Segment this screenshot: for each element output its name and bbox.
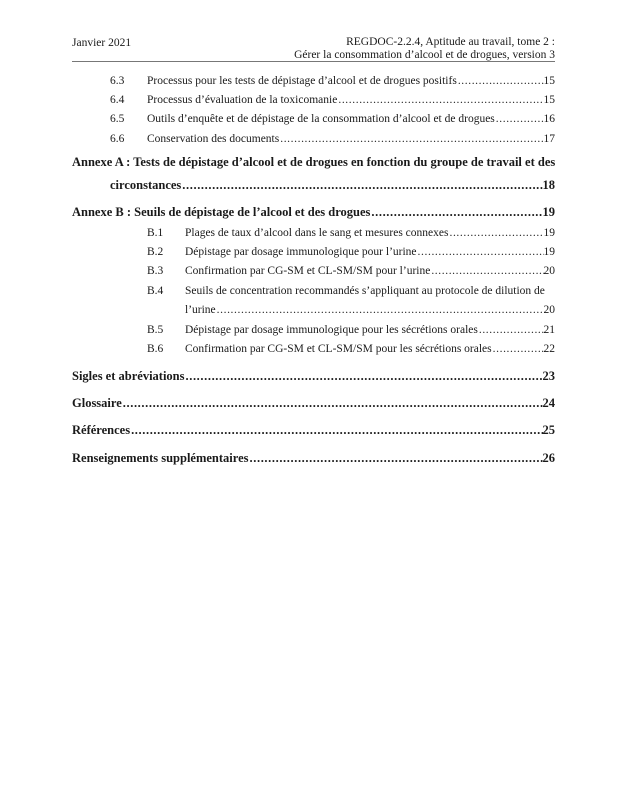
- header-document-title: [294, 36, 555, 62]
- toc-entry-title[interactable]: Annexe B : Seuils de dépistage de l’alcool et des drogues: [72, 205, 371, 219]
- toc-entry-title[interactable]: Plages de taux d’alcool dans le sang et mesures connexes: [185, 227, 449, 239]
- toc-entry-title-line-1[interactable]: Annexe A : Tests de dépistage d’alcool et de drogues en fonction du groupe de travail et des: [72, 155, 556, 169]
- toc-entry-title[interactable]: Renseignements supplémentaires: [72, 451, 249, 465]
- toc-entry-number: B.2: [147, 246, 164, 258]
- dot-leader: [337, 93, 543, 107]
- header-rule: [72, 61, 555, 62]
- toc-entry-title[interactable]: Confirmation par CG-SM et CL-SM/SM pour l’urine: [185, 265, 431, 277]
- toc-entry-title-line-2[interactable]: l’urine: [185, 304, 216, 316]
- dot-leader: [216, 303, 544, 317]
- toc-entry-page[interactable]: 20: [543, 265, 555, 277]
- toc-entry-title[interactable]: Dépistage par dosage immunologique pour l’urine: [185, 246, 417, 258]
- dot-leader: [130, 423, 542, 437]
- dot-leader: [185, 369, 543, 383]
- toc-entry-number: B.5: [147, 324, 164, 336]
- dot-leader: [279, 132, 543, 146]
- toc-entry-page[interactable]: 22: [543, 343, 555, 355]
- toc-entry-page[interactable]: 19: [542, 205, 555, 219]
- toc-entry-page[interactable]: 19: [543, 246, 555, 258]
- dot-leader: [417, 245, 544, 259]
- toc-entry-title[interactable]: Dépistage par dosage immunologique pour les sécrétions orales: [185, 324, 478, 336]
- header-doc-line-1: REGDOC-2.2.4, Aptitude au travail, tome 2 :: [346, 36, 555, 48]
- dot-leader: [430, 264, 543, 278]
- dot-leader: [457, 74, 544, 88]
- toc-entry-page[interactable]: 25: [542, 423, 555, 437]
- toc-entry-number: B.6: [147, 343, 164, 355]
- dot-leader: [181, 178, 542, 192]
- toc-entry-title[interactable]: Sigles et abréviations: [72, 369, 185, 383]
- toc-entry-title[interactable]: Processus pour les tests de dépistage d’alcool et de drogues positifs: [147, 75, 457, 87]
- toc-entry-title[interactable]: Références: [72, 423, 131, 437]
- toc-entry-number: 6.3: [110, 75, 125, 87]
- toc-entry-title[interactable]: Conservation des documents: [147, 133, 280, 145]
- dot-leader: [249, 451, 543, 465]
- dot-leader: [448, 226, 543, 240]
- toc-entry-title[interactable]: Outils d’enquête et de dépistage de la consommation d’alcool et de drogues: [147, 113, 495, 125]
- toc-entry-page[interactable]: 15: [543, 94, 555, 106]
- toc-entry-page[interactable]: 23: [542, 369, 555, 383]
- dot-leader: [370, 205, 542, 219]
- toc-entry-page[interactable]: 18: [542, 178, 555, 192]
- toc-entry-page[interactable]: 24: [542, 396, 555, 410]
- toc-entry-number: 6.5: [110, 113, 125, 125]
- toc-entry-page[interactable]: 16: [543, 113, 555, 125]
- toc-entry-number: 6.4: [110, 94, 125, 106]
- dot-leader: [495, 112, 544, 126]
- toc-entry-page[interactable]: 19: [543, 227, 555, 239]
- toc-entry-page[interactable]: 15: [543, 75, 555, 87]
- toc-entry-number: B.3: [147, 265, 164, 277]
- toc-entry-page[interactable]: 17: [543, 133, 555, 145]
- toc-entry-page[interactable]: 20: [543, 304, 555, 316]
- toc-entry-page[interactable]: 26: [542, 451, 555, 465]
- toc-entry-title[interactable]: Processus d’évaluation de la toxicomanie: [147, 94, 338, 106]
- header-date: Janvier 2021: [72, 37, 132, 49]
- toc-entry-number: B.4: [147, 285, 164, 297]
- toc-entry-title-line-1[interactable]: Seuils de concentration recommandés s’appliquant au protocole de dilution de: [185, 285, 545, 297]
- toc-entry-title-line-2[interactable]: circonstances: [110, 178, 182, 192]
- dot-leader: [492, 342, 544, 356]
- toc-entry-number: B.1: [147, 227, 164, 239]
- dot-leader: [122, 396, 543, 410]
- toc-entry-title[interactable]: Confirmation par CG-SM et CL-SM/SM pour les sécrétions orales: [185, 343, 492, 355]
- dot-leader: [478, 323, 544, 337]
- toc-entry-title[interactable]: Glossaire: [72, 396, 122, 410]
- header-doc-line-2: Gérer la consommation d’alcool et de drogues, version 3: [294, 49, 555, 61]
- toc-entry-page[interactable]: 21: [543, 324, 555, 336]
- toc-entry-number: 6.6: [110, 133, 125, 145]
